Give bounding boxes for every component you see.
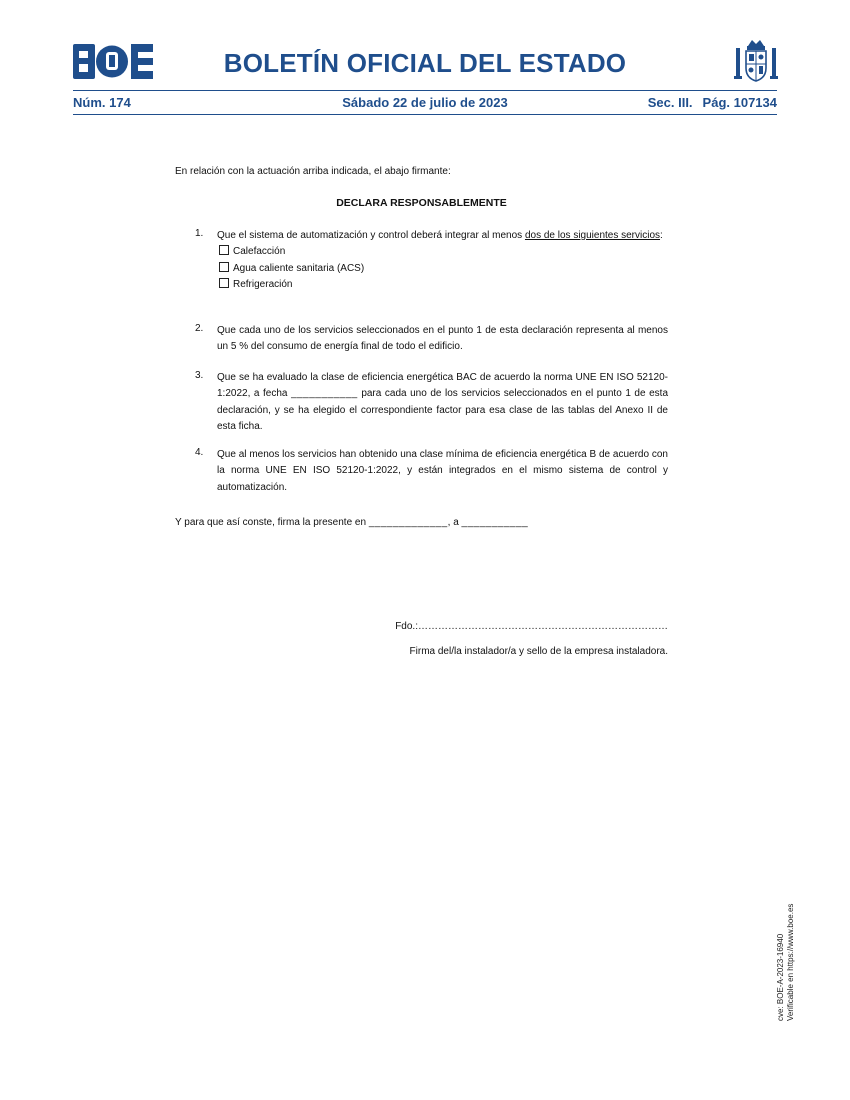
checkbox-icon (219, 245, 229, 255)
boe-logo-b (73, 44, 95, 79)
option-refrigeracion (219, 277, 668, 293)
signature-line: Fdo.:………………………………………………………………… (395, 621, 668, 632)
checkbox-icon (219, 262, 229, 272)
date-blank: ___________ (291, 388, 358, 400)
list-item (195, 228, 668, 293)
header-rule-top (73, 90, 777, 91)
cve-code: cve: BOE-A-2023-16940 (776, 933, 785, 1021)
item-text: Que cada uno de los servicios seleccionados en el punto 1 de esta declaración representa al menos un 5 % del consumo de energía final de todo el edificio. (217, 325, 668, 353)
checkbox-icon (219, 278, 229, 288)
list-item (195, 370, 668, 435)
section-label: Sec. III. (647, 95, 693, 110)
option-label: Agua caliente sanitaria (ACS) (233, 262, 365, 274)
option-acs (219, 261, 668, 277)
item-text: Que el sistema de automatización y control deberá integrar al menos (217, 230, 525, 241)
closing-before: Y para que así conste, firma la presente en (175, 517, 367, 528)
item-number: 4. (195, 447, 204, 458)
coat-of-arms-icon (734, 38, 778, 84)
item-text: : (660, 230, 663, 241)
intro-text: En relación con la actuación arriba indicada, el abajo firmante: (175, 166, 451, 177)
option-calefaccion (219, 244, 668, 260)
item-text: Que al menos los servicios han obtenido una clase mínima de eficiencia energética B de acuerdo con la norma UNE EN ISO 52120-1:2022, y están integrados en el mismo sistema de control y automatización. (217, 449, 668, 493)
item-text: Que se ha evaluado la clase de eficiencia energética BAC de acuerdo la norma UNE EN ISO 52120-1:2022, a fecha (217, 372, 668, 400)
list-item (195, 447, 668, 496)
side-verification-note (776, 861, 796, 1021)
item-number: 2. (195, 323, 204, 334)
section-page (648, 95, 777, 110)
issue-date: Sábado 22 de julio de 2023 (342, 95, 508, 110)
option-label: Calefacción (233, 246, 286, 258)
signature-caption: Firma del/la instalador/a y sello de la empresa instaladora. (409, 646, 668, 657)
closing-mid: , a (447, 517, 459, 528)
header-rule-bottom (73, 114, 777, 115)
declaration-heading: DECLARA RESPONSABLEMENTE (336, 197, 507, 209)
list-item (195, 323, 668, 356)
place-blank: _____________ (368, 517, 448, 528)
item-number: 1. (195, 228, 204, 239)
issue-number: Núm. 174 (73, 95, 131, 110)
date-blank: ___________ (461, 517, 529, 528)
item-text-underlined: dos de los siguientes servicios (524, 230, 661, 241)
verification-url: Verificable en https://www.boe.es (786, 903, 795, 1021)
page-number: Pág. 107134 (702, 95, 777, 110)
closing-text (175, 515, 528, 531)
option-label: Refrigeración (233, 278, 293, 290)
item-number: 3. (195, 370, 204, 381)
page-title: BOLETÍN OFICIAL DEL ESTADO (223, 48, 627, 78)
boe-logo-e (131, 44, 153, 79)
item-text: para cada uno de los servicios seleccionados en el punto 1 de esta declaración, y se ha elegido el correspondiente factor para esa clase de las tablas del Anexo II de esta ficha. (217, 388, 669, 432)
boe-logo (73, 44, 153, 79)
